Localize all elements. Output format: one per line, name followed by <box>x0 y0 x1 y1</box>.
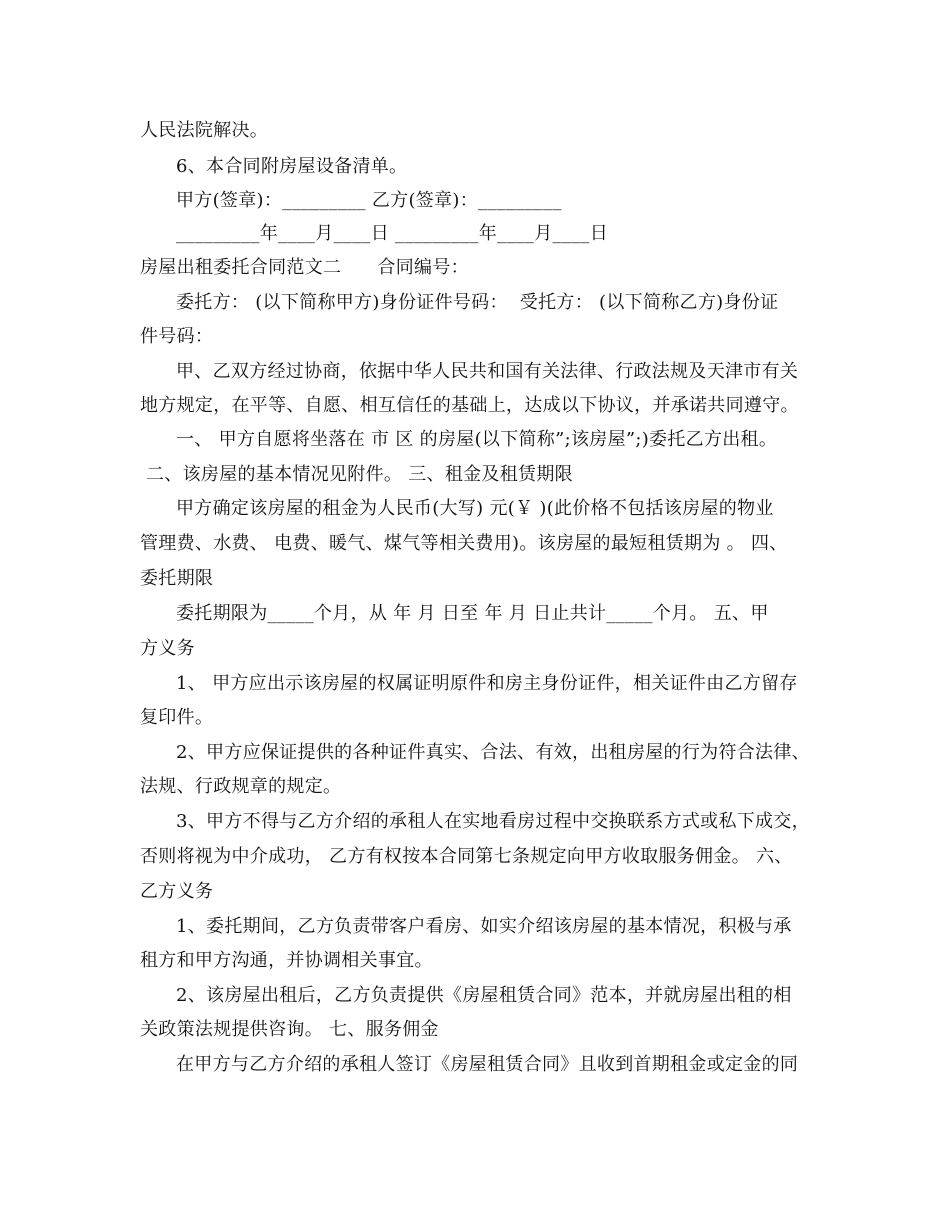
text-line: 复印件。 <box>140 707 214 728</box>
text-line: 委托期限 <box>140 568 214 589</box>
text-line: 租方和甲方沟通，并协调相关事宜。 <box>140 950 433 971</box>
text-line: 乙方义务 <box>140 881 214 902</box>
text-line: 法规、行政规章的规定。 <box>140 776 342 797</box>
text-line: 件号码： <box>140 326 214 347</box>
section-title: 房屋出租委托合同范文二 合同编号： <box>140 257 469 278</box>
text-line: 6、本合同附房屋设备清单。 <box>176 156 408 177</box>
text-line: 委托方： (以下简称甲方)身份证件号码： 受托方： (以下简称乙方)身份证 <box>176 292 779 313</box>
text-line: 1、委托期间，乙方负责带客户看房、如实介绍该房屋的基本情况，积极与承 <box>176 916 792 937</box>
text-line: 甲方确定该房屋的租金为人民币(大写) 元(￥ )(此价格不包括该房屋的物业 <box>176 498 774 519</box>
text-line: 人民法院解决。 <box>140 120 269 141</box>
text-line: 甲、乙双方经过协商，依据中华人民共和国有关法律、行政法规及天津市有关 <box>176 361 799 382</box>
text-line: 1、 甲方应出示该房屋的权属证明原件和房主身份证件，相关证件由乙方留存 <box>176 673 798 694</box>
text-line: 一、 甲方自愿将坐落在 市 区 的房屋(以下简称”;该房屋”;)委托乙方出租。 <box>176 429 778 450</box>
text-line: 在甲方与乙方介绍的承租人签订《房屋租赁合同》且收到首期租金或定金的同 <box>176 1054 799 1075</box>
text-line: 2、甲方应保证提供的各种证件真实、合法、有效，出租房屋的行为符合法律、 <box>176 742 810 763</box>
text-line: 管理费、水费、 电费、暖气、煤气等相关费用)。该房屋的最短租赁期为 。 四、 <box>140 533 788 554</box>
text-line: 2、该房屋出租后，乙方负责提供《房屋租赁合同》范本，并就房屋出租的相 <box>176 985 792 1006</box>
text-line: 甲方(签章)：_________ 乙方(签章)：_________ <box>176 190 562 211</box>
text-line: 委托期限为_____个月，从 年 月 日至 年 月 日止共计_____个月。 五、甲 <box>176 603 769 624</box>
text-line: 关政策法规提供咨询。 七、服务佣金 <box>140 1019 439 1040</box>
text-line: 方义务 <box>140 638 195 659</box>
text-line: 3、甲方不得与乙方介绍的承租人在实地看房过程中交换联系方式或私下成交， <box>176 811 810 832</box>
text-line: _________年____月____日 _________年____月____日 <box>176 223 609 244</box>
text-line: 地方规定，在平等、自愿、相互信任的基础上，达成以下协议，并承诺共同遵守。 <box>140 395 799 416</box>
text-line: 二、该房屋的基本情况见附件。 三、租金及租赁期限 <box>146 464 573 485</box>
text-line: 否则将视为中介成功， 乙方有权按本合同第七条规定向甲方收取服务佣金。 六、 <box>140 846 793 867</box>
